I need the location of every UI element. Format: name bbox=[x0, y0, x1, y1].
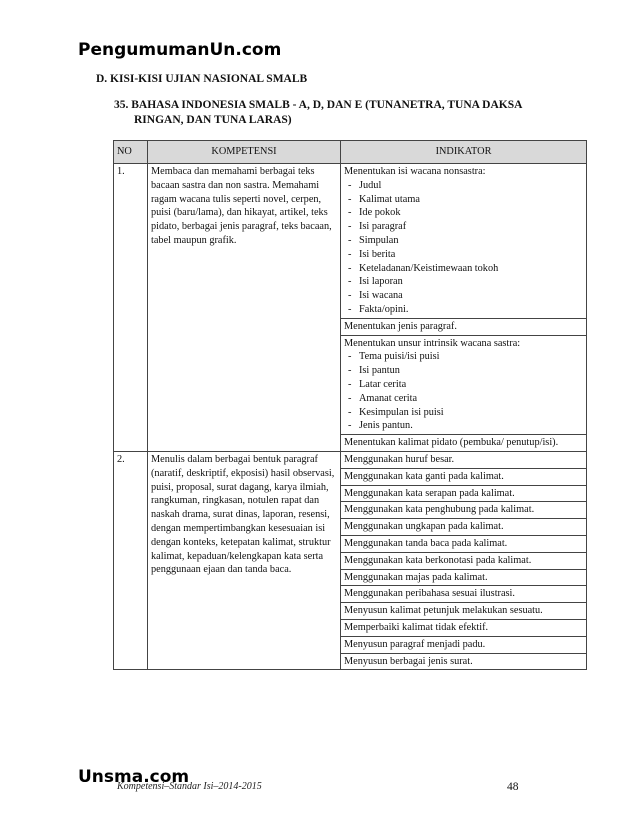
indicator-cell: Menentukan kalimat pidato (pembuka/ penutup/isi). bbox=[341, 435, 587, 452]
indicator-cell: Menyusun paragraf menjadi padu. bbox=[341, 636, 587, 653]
dash-bullet: - bbox=[348, 290, 352, 302]
dash-bullet: - bbox=[348, 234, 352, 246]
header-no: NO bbox=[114, 141, 148, 164]
indicator-item bbox=[344, 220, 583, 234]
indicator-cell: Menggunakan kata ganti pada kalimat. bbox=[341, 468, 587, 485]
dash-bullet: - bbox=[348, 378, 352, 390]
indicator-item-text: Kesimpulan isi puisi bbox=[359, 406, 444, 418]
site-watermark-bottom: Unsma.com bbox=[78, 767, 190, 787]
indicator-cell: Menggunakan tanda baca pada kalimat. bbox=[341, 535, 587, 552]
indicator-item-text: Isi laporan bbox=[359, 276, 403, 288]
indicator-item bbox=[344, 206, 583, 220]
dash-bullet: - bbox=[348, 365, 352, 377]
indicator-item bbox=[344, 179, 583, 193]
indicator-cell: Menggunakan kata berkonotasi pada kalimat. bbox=[341, 552, 587, 569]
indicator-item bbox=[344, 303, 583, 317]
indicator-cell: Menggunakan huruf besar. bbox=[341, 451, 587, 468]
indicator-cell bbox=[341, 164, 587, 319]
dash-bullet: - bbox=[348, 276, 352, 288]
dash-bullet: - bbox=[348, 193, 352, 205]
table-header-row bbox=[114, 141, 587, 164]
indicator-item bbox=[344, 350, 583, 364]
dash-bullet: - bbox=[348, 392, 352, 404]
dash-bullet: - bbox=[348, 303, 352, 315]
dash-bullet: - bbox=[348, 262, 352, 274]
dash-bullet: - bbox=[348, 406, 352, 418]
indicator-cell: Menggunakan peribahasa sesuai ilustrasi. bbox=[341, 586, 587, 603]
indicator-item bbox=[344, 392, 583, 406]
site-watermark-top: PengumumanUn.com bbox=[78, 40, 282, 60]
dash-bullet: - bbox=[348, 207, 352, 219]
indicator-item-text: Amanat cerita bbox=[359, 392, 418, 404]
indicator-item-text: Simpulan bbox=[359, 234, 399, 246]
indicator-item-text: Isi pantun bbox=[359, 365, 400, 377]
indicator-list bbox=[344, 179, 583, 317]
indicator-item bbox=[344, 289, 583, 303]
indicator-item-text: Judul bbox=[359, 179, 382, 191]
indicator-cell bbox=[341, 335, 587, 435]
indicator-item bbox=[344, 364, 583, 378]
indicator-cell: Menggunakan kata penghubung pada kalimat. bbox=[341, 502, 587, 519]
indicator-item-text: Keteladanan/Keistimewaan tokoh bbox=[359, 262, 499, 274]
section-heading: D. KISI-KISI UJIAN NASIONAL SMALB bbox=[96, 73, 308, 85]
header-kompetensi: KOMPETENSI bbox=[148, 141, 341, 164]
kompetensi-cell: Membaca dan memahami berbagai teks bacaan sastra dan non sastra. Memahami ragam wacana tulis seperti novel, cerpen, puisi (baru/lama), dan hikayat, artikel, teks pidato, berbagai jenis paragraf, teks bacaan, tabel maupun grafik. bbox=[148, 164, 341, 452]
table-row bbox=[114, 164, 587, 319]
indicator-cell: Menentukan jenis paragraf. bbox=[341, 318, 587, 335]
indicator-cell: Memperbaiki kalimat tidak efektif. bbox=[341, 619, 587, 636]
indicator-item bbox=[344, 248, 583, 262]
dash-bullet: - bbox=[348, 420, 352, 432]
indicator-cell: Menggunakan majas pada kalimat. bbox=[341, 569, 587, 586]
indicator-item-text: Jenis pantun. bbox=[359, 420, 413, 432]
indicator-item bbox=[344, 262, 583, 276]
indicator-cell: Menyusun berbagai jenis surat. bbox=[341, 653, 587, 670]
subject-heading-line1: 35. BAHASA INDONESIA SMALB - A, D, DAN E (TUNANETRA, TUNA DAKSA bbox=[114, 99, 523, 111]
table-row bbox=[114, 451, 587, 468]
kompetensi-cell: Menulis dalam berbagai bentuk paragraf (naratif, deskriptif, ekposisi) hasil observasi, puisi, proposal, surat dagang, karya ilmiah, rangkuman, ringkasan, notulen rapat dan naskah drama, surat dinas, laporan, resensi, dengan mempertimbangkan kesesuaian isi dengan konteks, ketepatan kalimat, struktur kalimat, kepaduan/kelengkapan kata serta penggunaan ejaan dan tanda baca. bbox=[148, 451, 341, 669]
footer-document-title: Kompetensi–Standar Isi–2014-2015 bbox=[117, 781, 262, 792]
indicator-item bbox=[344, 234, 583, 248]
indicator-item bbox=[344, 193, 583, 207]
row-number: 1. bbox=[114, 164, 148, 452]
indicator-item-text: Fakta/opini. bbox=[359, 303, 409, 315]
indicator-cell: Menggunakan ungkapan pada kalimat. bbox=[341, 519, 587, 536]
dash-bullet: - bbox=[348, 221, 352, 233]
subject-heading bbox=[114, 98, 554, 128]
indicator-item bbox=[344, 378, 583, 392]
indicator-item-text: Isi paragraf bbox=[359, 221, 407, 233]
page-number: 48 bbox=[507, 781, 519, 793]
subject-heading-line2: RINGAN, DAN TUNA LARAS) bbox=[134, 114, 292, 126]
indicator-cell: Menyusun kalimat petunjuk melakukan sesuatu. bbox=[341, 603, 587, 620]
indicator-item-text: Isi wacana bbox=[359, 290, 403, 302]
header-indikator: INDIKATOR bbox=[341, 141, 587, 164]
dash-bullet: - bbox=[348, 179, 352, 191]
dash-bullet: - bbox=[348, 248, 352, 260]
indicator-title: Menentukan isi wacana nonsastra: bbox=[344, 166, 486, 177]
indicator-item-text: Tema puisi/isi puisi bbox=[359, 351, 440, 363]
indicator-item-text: Latar cerita bbox=[359, 378, 407, 390]
dash-bullet: - bbox=[348, 351, 352, 363]
indicator-item-text: Kalimat utama bbox=[359, 193, 420, 205]
indicator-item bbox=[344, 275, 583, 289]
indicator-list bbox=[344, 350, 583, 433]
indicator-item-text: Ide pokok bbox=[359, 207, 401, 219]
indicator-item bbox=[344, 419, 583, 433]
indicator-title: Menentukan unsur intrinsik wacana sastra: bbox=[344, 337, 521, 349]
row-number: 2. bbox=[114, 451, 148, 669]
indicator-cell: Menggunakan kata serapan pada kalimat. bbox=[341, 485, 587, 502]
kisi-kisi-table bbox=[113, 140, 587, 670]
indicator-item-text: Isi berita bbox=[359, 248, 396, 260]
indicator-item bbox=[344, 406, 583, 420]
